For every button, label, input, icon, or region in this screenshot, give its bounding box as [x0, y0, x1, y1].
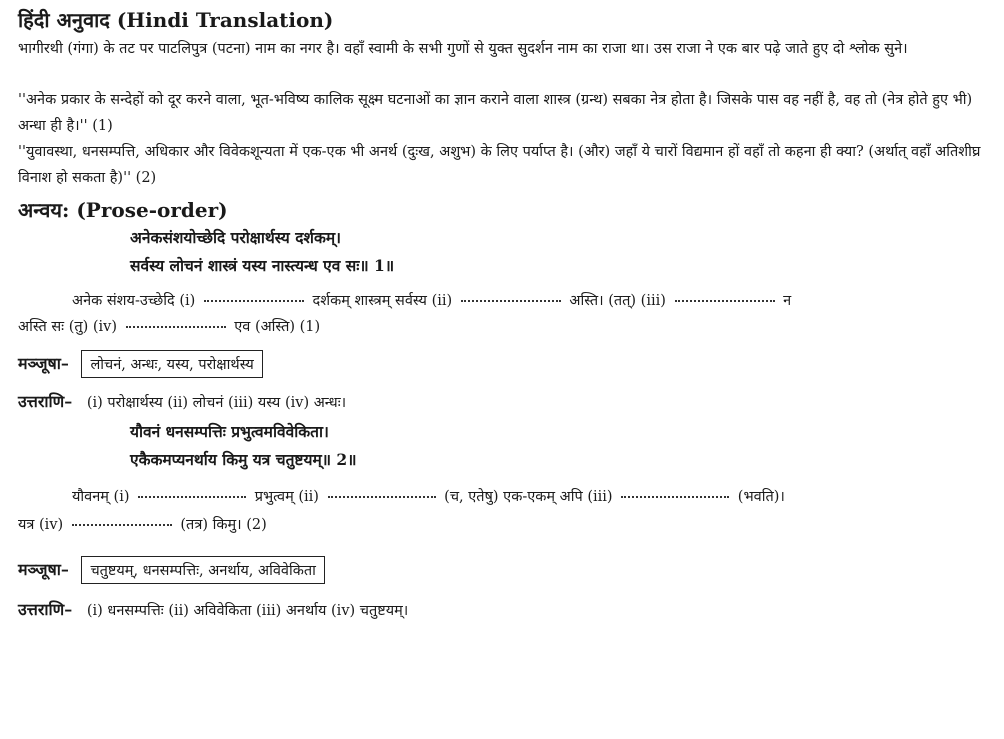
blank-i[interactable]: [204, 300, 304, 302]
answers-text: (i) परोक्षार्थस्य (ii) लोचनं (iii) यस्य (iv) अन्धः।: [86, 395, 347, 411]
prose-text: (भवति)।: [737, 489, 785, 505]
answers-label: उत्तराणि–: [18, 600, 73, 619]
verse-2-word-box-row: [18, 556, 325, 584]
verse-2-line-1: यौवनं धनसम्पत्तिः प्रभुत्वमविवेकिता।: [130, 422, 329, 441]
manjusha-word-box: लोचनं, अन्धः, यस्य, परोक्षार्थस्य: [81, 350, 262, 378]
verse-1-line-2: सर्वस्य लोचनं शास्त्रं यस्य नास्त्यन्ध एव सः॥ 1॥: [130, 256, 395, 275]
blank-iv[interactable]: [72, 524, 172, 526]
prose-text: यत्र (iv): [18, 517, 64, 533]
verse-1-word-box-row: [18, 350, 263, 378]
heading-anvay: अन्वय: (Prose-order): [18, 198, 228, 222]
blank-ii[interactable]: [328, 496, 436, 498]
verse-1-answers-row: [18, 390, 346, 412]
prose-text: दर्शकम् शास्त्रम् सर्वस्य (ii): [312, 293, 453, 309]
verse-2-prose-order-line-2: [18, 514, 267, 534]
verse-2-line-2: एकैकमप्यनर्थाय किमु यत्र चतुष्टयम्॥ 2॥: [130, 450, 357, 469]
prose-text: अस्ति। (तत्) (iii): [569, 293, 666, 309]
prose-text: प्रभुत्वम् (ii): [254, 489, 319, 505]
answers-label: उत्तराणि–: [18, 392, 73, 411]
prose-text: न: [783, 293, 792, 309]
translation-paragraph-3: ''युवावस्था, धनसम्पत्ति, अधिकार और विवेकशून्यता में एक-एक भी अनर्थ (दुःख, अशुभ) के लिए पर्याप्त है। (और) जहाँ ये चारों विद्यमान हों वहाँ तो कहना ही क्या? (अर्थात् वहाँ अतिशीघ्र विनाश हो सकता है)'' (2): [18, 144, 981, 186]
prose-text: एव (अस्ति) (1): [234, 319, 321, 335]
manjusha-word-box: चतुष्टयम्, धनसम्पत्तिः, अनर्थाय, अविवेकिता: [81, 556, 324, 584]
verse-1-prose-order-line-2: [18, 316, 320, 336]
answers-text: (i) धनसम्पत्तिः (ii) अविवेकिता (iii) अनर्थाय (iv) चतुष्टयम्।: [86, 603, 409, 619]
translation-paragraph-1: भागीरथी (गंगा) के तट पर पाटलिपुत्र (पटना) नाम का नगर है। वहाँ स्वामी के सभी गुणों से युक्त सुदर्शन नाम का राजा था। उस राजा ने एक बार पढ़े जाते हुए दो श्लोक सुने।: [18, 41, 908, 57]
heading-hindi-translation: हिंदी अनुवाद (Hindi Translation): [18, 8, 334, 32]
blank-ii[interactable]: [461, 300, 561, 302]
manjusha-label: मञ्जूषा–: [18, 354, 69, 373]
verse-2-answers-row: [18, 598, 408, 620]
blank-i[interactable]: [138, 496, 246, 498]
verse-1-prose-order-line-1: [72, 290, 791, 310]
blank-iv[interactable]: [126, 326, 226, 328]
manjusha-label: मञ्जूषा–: [18, 560, 69, 579]
prose-text: यौवनम् (i): [72, 489, 130, 505]
blank-iii[interactable]: [675, 300, 775, 302]
verse-2-prose-order-line-1: [72, 486, 785, 506]
prose-text: अस्ति सः (तु) (iv): [18, 319, 118, 335]
verse-1-line-1: अनेकसंशयोच्छेदि परोक्षार्थस्य दर्शकम्।: [130, 228, 342, 247]
translation-paragraph-2: ''अनेक प्रकार के सन्देहों को दूर करने वाला, भूत-भविष्य कालिक सूक्ष्म घटनाओं का ज्ञान कराने वाला शास्त्र (ग्रन्थ) सबका नेत्र होता है। जिसके पास वह नहीं है, वह तो (नेत्र होते हुए भी) अन्धा ही है।'' (1): [18, 92, 973, 134]
prose-text: (च, एतेषु) एक-एकम् अपि (iii): [444, 489, 613, 505]
blank-iii[interactable]: [621, 496, 729, 498]
prose-text: अनेक संशय-उच्छेदि (i): [72, 293, 196, 309]
prose-text: (तत्र) किमु। (2): [180, 517, 267, 533]
